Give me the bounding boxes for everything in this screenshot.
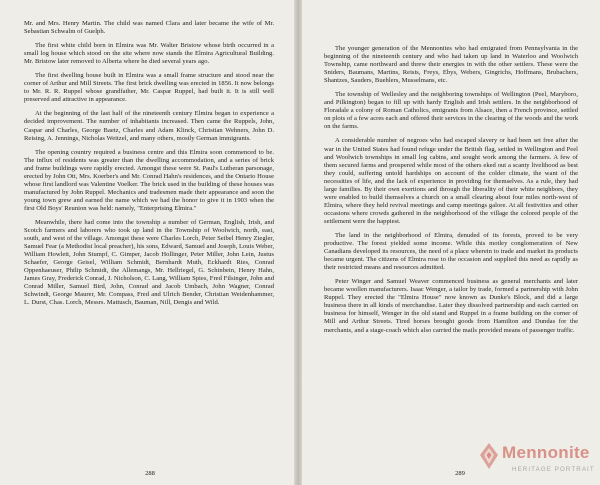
paragraph: Peter Winger and Samuel Weaver commenced business as general merchants and later became woollen manufacturers. Isaac Wenger, a tailor by trade, formed a partnership with John Ruppel. They erected the "Elmira House" now known as Dunke's Block, and did a large business there in all kinds of merchandise. Later they dissolved partnership and each carried on business for himself, Wenger in the old stand and Ruppel in a frame building on the corner of Mill and Arthur Streets. Tired horses brought goods from Hamilton and Dundas for the merchants, and a stage-coach which also carried the mails provided means of passenger traffic. [324, 278, 578, 334]
left-page-text [24, 20, 274, 314]
watermark [478, 437, 596, 483]
left-page [0, 0, 296, 485]
watermark-title: Mennonite [502, 443, 590, 462]
right-page-text [324, 45, 578, 341]
page-number-right: 289 [455, 470, 465, 477]
paragraph: Meanwhile, there had come into the township a number of German, English, Irish, and Scotch farmers and laborers who took up land in the Township of Woolwich, north, east, south, and west of the village. Amongst these were Charles Lorch, Peter Seibel Henry Ziegler, Samuel Fear (a Methodist local preacher), his sons, Edward, Samuel and Joseph, Louis Weber, William Howlett, John Stumpf, C. Gimper, Jacob Hollinger, Peter Miller, John Lein, Justus Schaefer, George Geisel, William Schmidt, Bernhardt Muth, Eckhardt Ries, Conrad Oppenhaeuser, Philip Schmidt, the Allemangs, Mr. Hellriegel, G. Schinbein, Henry Hahn, James Gray, Frederick Conrad, J. Nicholson, C. Lang, William Spies, Fred Filsinger, John and Conrad Miller, Samuel Bird, John, Conrad and Jacob Umbach, John Wagner, Conrad Schwindt, George Maurer, Mr. Compass, Fred and Ulrich Bender, Christian Weidenhammer, L. Durst, Chas. Lorch, Messrs. Mattusch, Bauman, Nill, Dengis and Wild. [24, 218, 274, 307]
paragraph: The first white child born in Elmira was Mr. Walter Bristow whose birth occurred in a small log house which stood on the site where now stands the Elmira Agricultural Building. Mr. Bristow later removed to Alberta where he died several years ago. [24, 42, 274, 66]
paragraph: The land in the neighborhood of Elmira, denuded of its forests, proved to be very productive. The forest yielded some income. While this motley conglomeration of New Canadians developed its resources, the need of a place wherein to trade and market its products became urgent. The citizens of Elmira rose to the occasion and supplied this need as rapidly as their restricted means and resources admitted. [324, 231, 578, 272]
mennonite-logo-mark-icon [478, 441, 500, 471]
watermark-subtitle: HERITAGE PORTRAIT [512, 466, 595, 473]
paragraph: The first dwelling house built in Elmira was a small frame structure and stood near the corner of Arthur and Mill Streets. The first brick dwelling was erected in 1856. It now belongs to Mr. R. R. Ruppel whose grandfather, Mr. Caspar Ruppel, had built it. It is still well preserved and attractive in appearance. [24, 72, 274, 104]
page-number-left: 288 [145, 470, 155, 477]
paragraph: The opening country required a business centre and this Elmira soon commenced to be. The influx of residents was greater than the dwelling accommodation, and a series of brick and frame buildings were rapidly erected. Amongst these were St. Paul's Lutheran parsonage, erected by John Ott, Mrs. Koerber's and Mr. Conrad Hahn's residences, and the Ontario House whose first landlord was Valentine Voelker. The brick used in the building of these houses was manufactured by John Ruppel. Mechanics and tradesmen made their appearance and soon the young town grew and earned the name which we had the honor to give it in 1903 when the first Old Boys' Reunion was held: namely, "Enterprising Elmira." [24, 148, 274, 212]
paragraph: At the beginning of the last half of the nineteenth century Elmira began to experience a decided improvement. The number of inhabitants increased. Then came the Ruppels, John, Caspar and Charles, George Baetz, Charles and Adam Klinck, Christian Wehners, John D. Reising, A. Jennings, Nicholas Weitzel, and many others, mostly German immigrants. [24, 110, 274, 142]
paragraph: The township of Wellesley and the neighboring townships of Wellington (Peel, Maryboro, and Pilkington) began to fill up with hardy English and Irish settlers. In the neighborhood of Floradale a colony of Roman Catholics, emigrants from Alsace, then a French province, settled on plots of a few acres each and offered their services in the clearing of the woods and the work on the farms. [324, 91, 578, 131]
paragraph: A considerable number of negroes who had escaped slavery or had been set free after the war in the United States had found refuge under the British flag, settled in Wellington and Peel and Woolwich townships in small log cabins, and sought work among the farmers. A few of them secured farms and prospered while most of the others eked out a scanty livelihood as best they could, suffering untold hardships on account of the colder climate, the want of the necessities of life, and the lack of experience in providing for themselves. As a rule, they had large families. By their own exertions and through the liberality of their white neighbors, they were enabled to build themselves a church on a small clearing about four miles north-west of Elmira, where they held revival meetings and camp meetings galore. At all festivities and other occasions where crowds gathered in the neighborhood of the village the colored people of the settlement were the happiest. [324, 137, 578, 225]
paragraph: The younger generation of the Mennonites who had emigrated from Pennsylvania in the beginning of the nineteenth century and who had taken up land in Waterloo and Woolwich Township, came northward and threw their energies in with the other settlers. These were the Sniders, Baumans, Martins, Reists, Freys, Ebys, Webers, Gingrichs, Hoffmans, Brubachers, Shantzes, Sauders, Buehlers, Musselmans, etc. [324, 45, 578, 85]
paragraph: Mr. and Mrs. Henry Martin. The child was named Clara and later became the wife of Mr. Sebastian Schwalm of Guelph. [24, 20, 274, 36]
right-page [302, 0, 600, 485]
